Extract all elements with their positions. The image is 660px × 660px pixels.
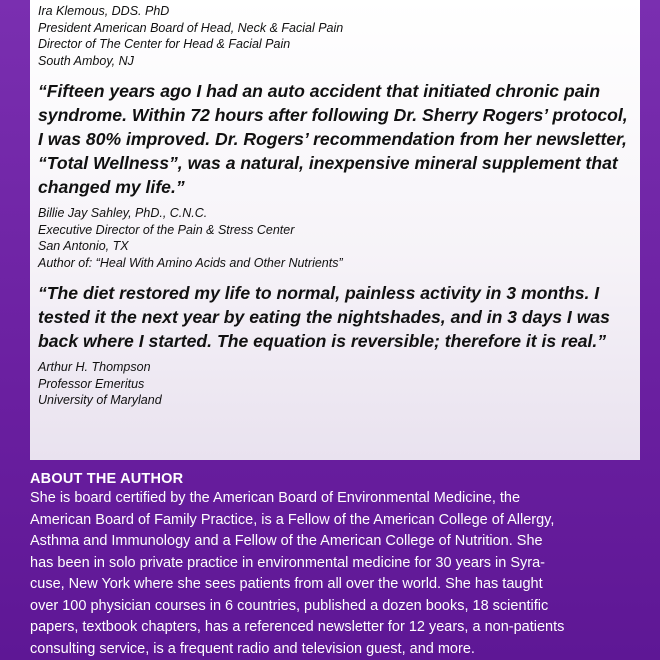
attribution-line: Billie Jay Sahley, PhD., C.N.C. [38, 206, 208, 220]
about-line: has been in solo private practice in environmental medicine for 30 years in Syra- [30, 554, 546, 571]
about-line: She is board certified by the American Board of Environmental Medicine, the [30, 490, 521, 506]
about-author-section [30, 470, 645, 660]
about-line: papers, textbook chapters, has a referenced newsletter for 12 years, a non-patients [30, 619, 565, 635]
attribution-line: Director of The Center for Head & Facial Pain [38, 37, 291, 51]
quote-line: I was 80% improved. Dr. Rogers’ recommendation from her newsletter, [38, 129, 627, 149]
quote-line: changed my life.” [38, 177, 185, 197]
attribution-sahley [38, 205, 632, 271]
quote-thompson [38, 281, 632, 353]
attribution-line: Professor Emeritus [38, 376, 145, 391]
about-heading: ABOUT THE AUTHOR [30, 471, 184, 487]
testimonial-panel [30, 0, 640, 460]
attribution-line: Author of: “Heal With Amino Acids and Other Nutrients” [38, 255, 343, 270]
about-line: American Board of Family Practice, is a Fellow of the American College of Allergy, [30, 511, 555, 528]
about-line: over 100 physician courses in 6 countries, published a dozen books, 18 scientific [30, 597, 549, 614]
attribution-thompson [38, 359, 632, 409]
attribution-line: Arthur H. Thompson [38, 360, 151, 374]
quote-line: “Fifteen years ago I had an auto accident that initiated chronic pain [38, 81, 601, 101]
quote-line: syndrome. Within 72 hours after following Dr. Sherry Rogers’ protocol, [38, 105, 628, 125]
attribution-line: President American Board of Head, Neck & Facial Pain [38, 20, 344, 35]
attribution-line: San Antonio, TX [38, 239, 129, 253]
attribution-klemous [38, 3, 632, 69]
quote-line: “The diet restored my life to normal, painless activity in 3 months. I [38, 283, 600, 303]
attribution-line: Ira Klemous, DDS. PhD [38, 4, 170, 18]
attribution-line: University of Maryland [38, 393, 162, 407]
quote-sahley [38, 79, 632, 199]
about-line: consulting service, is a frequent radio and television guest, and more. [30, 640, 475, 657]
attribution-line: South Amboy, NJ [38, 53, 134, 68]
attribution-line: Executive Director of the Pain & Stress Center [38, 222, 295, 237]
quote-line: “Total Wellness”, was a natural, inexpensive mineral supplement that [38, 153, 618, 173]
about-line: cuse, New York where she sees patients from all over the world. She has taught [30, 576, 543, 592]
about-body [30, 488, 645, 660]
quote-line: tested it the next year by eating the nightshades, and in 3 days I was [38, 307, 610, 327]
quote-line: back where I started. The equation is reversible; therefore it is real.” [38, 331, 607, 351]
about-line: Asthma and Immunology and a Fellow of the American College of Nutrition. She [30, 533, 543, 549]
